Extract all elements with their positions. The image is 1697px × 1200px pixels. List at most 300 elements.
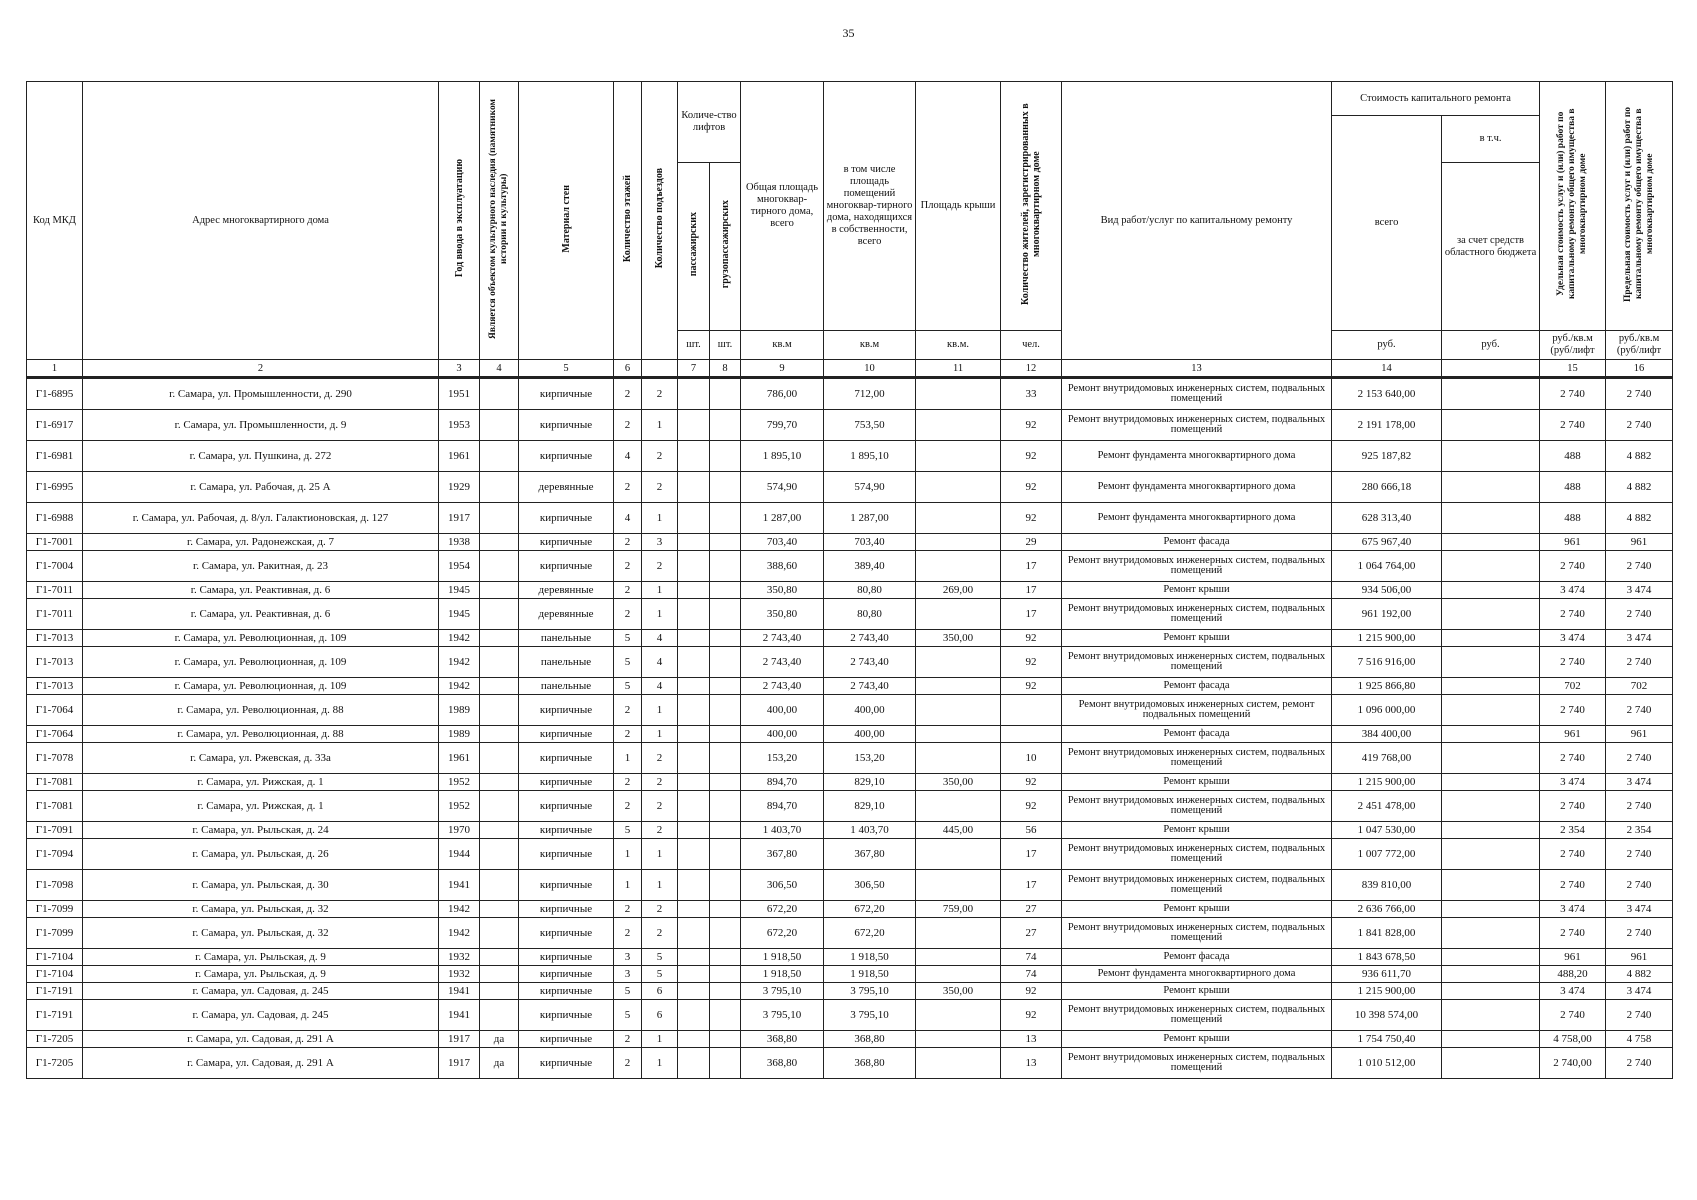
total-area-cell: 574,90 — [741, 472, 824, 503]
unit-rub-sqm: руб./кв.м (руб/лифт — [1540, 331, 1606, 360]
code-cell: Г1-7091 — [27, 822, 83, 839]
total-area-cell: 1 895,10 — [741, 441, 824, 472]
code-cell: Г1-7104 — [27, 966, 83, 983]
column-number: 8 — [710, 360, 741, 378]
column-number: 14 — [1332, 360, 1442, 378]
lifts-cargo-cell — [710, 1048, 741, 1079]
entrances-cell: 2 — [642, 774, 678, 791]
work-type-cell: Ремонт крыши — [1062, 774, 1332, 791]
cost-regional-cell — [1442, 503, 1540, 534]
owned-area-cell: 2 743,40 — [824, 630, 916, 647]
code-cell: Г1-6895 — [27, 378, 83, 410]
header-total-area: Общая площадь многоквар-тирного дома, всего — [741, 82, 824, 331]
column-number: 9 — [741, 360, 824, 378]
code-cell: Г1-7081 — [27, 791, 83, 822]
year-cell: 1941 — [439, 870, 480, 901]
column-number: 7 — [678, 360, 710, 378]
address-cell: г. Самара, ул. Революционная, д. 88 — [83, 695, 439, 726]
unit-cost-cell: 3 474 — [1540, 901, 1606, 918]
owned-area-cell: 829,10 — [824, 774, 916, 791]
entrances-cell: 6 — [642, 1000, 678, 1031]
column-number: 2 — [83, 360, 439, 378]
residents-cell: 56 — [1001, 822, 1062, 839]
roof-area-cell: 445,00 — [916, 822, 1001, 839]
unit-cost-cell: 702 — [1540, 678, 1606, 695]
wall-material-cell: деревянные — [519, 582, 614, 599]
year-cell: 1932 — [439, 966, 480, 983]
wall-material-cell: кирпичные — [519, 870, 614, 901]
table-row — [27, 1031, 1673, 1048]
heritage-cell — [480, 966, 519, 983]
residents-cell: 13 — [1001, 1048, 1062, 1079]
owned-area-cell: 3 795,10 — [824, 983, 916, 1000]
cost-total-cell: 2 153 640,00 — [1332, 378, 1442, 410]
code-cell: Г1-7099 — [27, 918, 83, 949]
entrances-cell: 5 — [642, 966, 678, 983]
wall-material-cell: деревянные — [519, 599, 614, 630]
lifts-cargo-cell — [710, 599, 741, 630]
roof-area-cell — [916, 678, 1001, 695]
address-cell: г. Самара, ул. Рыльская, д. 32 — [83, 918, 439, 949]
code-cell: Г1-7064 — [27, 695, 83, 726]
year-cell: 1952 — [439, 774, 480, 791]
cost-regional-cell — [1442, 472, 1540, 503]
lifts-cargo-cell — [710, 918, 741, 949]
lifts-cargo-cell — [710, 534, 741, 551]
unit-cost-cell: 2 740 — [1540, 1000, 1606, 1031]
cost-regional-cell — [1442, 1048, 1540, 1079]
year-cell: 1932 — [439, 949, 480, 966]
owned-area-cell: 80,80 — [824, 582, 916, 599]
column-number: 1 — [27, 360, 83, 378]
lifts-pass-cell — [678, 599, 710, 630]
residents-cell: 17 — [1001, 551, 1062, 582]
residents-cell: 92 — [1001, 472, 1062, 503]
floors-cell: 2 — [614, 410, 642, 441]
cost-total-cell: 2 451 478,00 — [1332, 791, 1442, 822]
code-cell: Г1-7001 — [27, 534, 83, 551]
owned-area-cell: 1 918,50 — [824, 966, 916, 983]
total-area-cell: 1 918,50 — [741, 949, 824, 966]
wall-material-cell: кирпичные — [519, 918, 614, 949]
lifts-pass-cell — [678, 534, 710, 551]
max-cost-cell: 2 740 — [1606, 695, 1673, 726]
address-cell: г. Самара, ул. Пушкина, д. 272 — [83, 441, 439, 472]
table-body — [27, 378, 1673, 1079]
max-cost-cell: 2 740 — [1606, 1048, 1673, 1079]
unit-sqm: кв.м — [741, 331, 824, 360]
header-lifts-pass: пассажирских — [678, 163, 710, 331]
lifts-pass-cell — [678, 743, 710, 774]
address-cell: г. Самара, ул. Реактивная, д. 6 — [83, 582, 439, 599]
wall-material-cell: кирпичные — [519, 726, 614, 743]
max-cost-cell: 2 740 — [1606, 551, 1673, 582]
cost-regional-cell — [1442, 791, 1540, 822]
lifts-pass-cell — [678, 839, 710, 870]
floors-cell: 2 — [614, 695, 642, 726]
entrances-cell: 1 — [642, 410, 678, 441]
lifts-pass-cell — [678, 678, 710, 695]
unit-cost-cell: 3 474 — [1540, 774, 1606, 791]
table-row — [27, 599, 1673, 630]
lifts-pass-cell — [678, 647, 710, 678]
lifts-pass-cell — [678, 791, 710, 822]
cost-regional-cell — [1442, 647, 1540, 678]
header-lifts-cargo: грузопассажирских — [710, 163, 741, 331]
wall-material-cell: кирпичные — [519, 966, 614, 983]
unit-cost-cell: 961 — [1540, 726, 1606, 743]
lifts-pass-cell — [678, 582, 710, 599]
unit-cost-cell: 488 — [1540, 503, 1606, 534]
roof-area-cell — [916, 949, 1001, 966]
table-row — [27, 1000, 1673, 1031]
cost-total-cell: 280 666,18 — [1332, 472, 1442, 503]
cost-regional-cell — [1442, 1000, 1540, 1031]
address-cell: г. Самара, ул. Рыльская, д. 32 — [83, 901, 439, 918]
owned-area-cell: 1 403,70 — [824, 822, 916, 839]
wall-material-cell: панельные — [519, 647, 614, 678]
max-cost-cell: 4 758 — [1606, 1031, 1673, 1048]
lifts-cargo-cell — [710, 822, 741, 839]
header-work-type: Вид работ/услуг по капитальному ремонту — [1062, 82, 1332, 360]
unit-cost-cell: 2 740 — [1540, 410, 1606, 441]
residents-cell: 27 — [1001, 901, 1062, 918]
code-cell: Г1-7205 — [27, 1048, 83, 1079]
heritage-cell — [480, 839, 519, 870]
lifts-cargo-cell — [710, 966, 741, 983]
work-type-cell: Ремонт внутридомовых инженерных систем, подвальных помещений — [1062, 1048, 1332, 1079]
header-code: Код МКД — [27, 82, 83, 360]
lifts-cargo-cell — [710, 1000, 741, 1031]
code-cell: Г1-7013 — [27, 647, 83, 678]
owned-area-cell: 712,00 — [824, 378, 916, 410]
floors-cell: 2 — [614, 582, 642, 599]
max-cost-cell: 2 740 — [1606, 647, 1673, 678]
header-roof-area: Площадь крыши — [916, 82, 1001, 331]
table-row — [27, 441, 1673, 472]
cost-total-cell: 1 215 900,00 — [1332, 630, 1442, 647]
year-cell: 1917 — [439, 503, 480, 534]
unit-cost-cell: 488 — [1540, 472, 1606, 503]
total-area-cell: 3 795,10 — [741, 1000, 824, 1031]
roof-area-cell — [916, 966, 1001, 983]
code-cell: Г1-6995 — [27, 472, 83, 503]
cost-total-cell: 839 810,00 — [1332, 870, 1442, 901]
column-number: 10 — [824, 360, 916, 378]
lifts-cargo-cell — [710, 901, 741, 918]
total-area-cell: 703,40 — [741, 534, 824, 551]
lifts-cargo-cell — [710, 410, 741, 441]
work-type-cell: Ремонт крыши — [1062, 582, 1332, 599]
max-cost-cell: 3 474 — [1606, 582, 1673, 599]
entrances-cell: 2 — [642, 791, 678, 822]
lifts-pass-cell — [678, 726, 710, 743]
owned-area-cell: 368,80 — [824, 1031, 916, 1048]
floors-cell: 4 — [614, 441, 642, 472]
table-row — [27, 966, 1673, 983]
code-cell: Г1-7011 — [27, 582, 83, 599]
unit-cost-cell: 488,20 — [1540, 966, 1606, 983]
table-row — [27, 678, 1673, 695]
wall-material-cell: кирпичные — [519, 1000, 614, 1031]
cost-regional-cell — [1442, 839, 1540, 870]
code-cell: Г1-7104 — [27, 949, 83, 966]
entrances-cell: 2 — [642, 378, 678, 410]
work-type-cell: Ремонт внутридомовых инженерных систем, подвальных помещений — [1062, 918, 1332, 949]
floors-cell: 5 — [614, 678, 642, 695]
work-type-cell: Ремонт внутридомовых инженерных систем, подвальных помещений — [1062, 839, 1332, 870]
floors-cell: 2 — [614, 726, 642, 743]
header-unit-cost: Удельная стоимость услуг и (или) работ по капитальному ремонту общего имущества в многоквартирном доме — [1540, 82, 1606, 331]
entrances-cell: 5 — [642, 949, 678, 966]
lifts-pass-cell — [678, 1031, 710, 1048]
heritage-cell — [480, 949, 519, 966]
work-type-cell: Ремонт внутридомовых инженерных систем, подвальных помещений — [1062, 378, 1332, 410]
table-row — [27, 630, 1673, 647]
total-area-cell: 368,80 — [741, 1048, 824, 1079]
unit-rub: руб. — [1442, 331, 1540, 360]
residents-cell: 92 — [1001, 774, 1062, 791]
roof-area-cell — [916, 503, 1001, 534]
column-number: 3 — [439, 360, 480, 378]
lifts-pass-cell — [678, 870, 710, 901]
lifts-cargo-cell — [710, 647, 741, 678]
residents-cell: 92 — [1001, 410, 1062, 441]
work-type-cell: Ремонт фундамента многоквартирного дома — [1062, 966, 1332, 983]
unit-cost-cell: 3 474 — [1540, 630, 1606, 647]
residents-cell: 92 — [1001, 983, 1062, 1000]
column-number: 11 — [916, 360, 1001, 378]
floors-cell: 2 — [614, 901, 642, 918]
wall-material-cell: кирпичные — [519, 1031, 614, 1048]
heritage-cell — [480, 472, 519, 503]
floors-cell: 2 — [614, 472, 642, 503]
year-cell: 1989 — [439, 695, 480, 726]
address-cell: г. Самара, ул. Радонежская, д. 7 — [83, 534, 439, 551]
wall-material-cell: кирпичные — [519, 1048, 614, 1079]
roof-area-cell — [916, 743, 1001, 774]
total-area-cell: 672,20 — [741, 901, 824, 918]
floors-cell: 2 — [614, 378, 642, 410]
cost-regional-cell — [1442, 822, 1540, 839]
address-cell: г. Самара, ул. Рабочая, д. 8/ул. Галактионовская, д. 127 — [83, 503, 439, 534]
lifts-cargo-cell — [710, 983, 741, 1000]
residents-cell: 92 — [1001, 678, 1062, 695]
residents-cell: 92 — [1001, 630, 1062, 647]
unit-cost-cell: 2 740 — [1540, 551, 1606, 582]
table-row — [27, 839, 1673, 870]
address-cell: г. Самара, ул. Рыльская, д. 26 — [83, 839, 439, 870]
year-cell: 1989 — [439, 726, 480, 743]
floors-cell: 2 — [614, 1031, 642, 1048]
work-type-cell: Ремонт фасада — [1062, 949, 1332, 966]
heritage-cell — [480, 901, 519, 918]
residents-cell: 17 — [1001, 599, 1062, 630]
code-cell: Г1-7013 — [27, 678, 83, 695]
residents-cell: 74 — [1001, 949, 1062, 966]
header-cost-regional: за счет средств областного бюджета — [1442, 163, 1540, 331]
entrances-cell: 1 — [642, 1031, 678, 1048]
code-cell: Г1-7004 — [27, 551, 83, 582]
total-area-cell: 350,80 — [741, 582, 824, 599]
max-cost-cell: 3 474 — [1606, 774, 1673, 791]
lifts-pass-cell — [678, 378, 710, 410]
year-cell: 1917 — [439, 1048, 480, 1079]
owned-area-cell: 703,40 — [824, 534, 916, 551]
unit-cost-cell: 2 740 — [1540, 378, 1606, 410]
floors-cell: 3 — [614, 966, 642, 983]
lifts-cargo-cell — [710, 791, 741, 822]
cost-total-cell: 1 064 764,00 — [1332, 551, 1442, 582]
heritage-cell: да — [480, 1048, 519, 1079]
roof-area-cell — [916, 791, 1001, 822]
entrances-cell: 1 — [642, 1048, 678, 1079]
work-type-cell: Ремонт внутридомовых инженерных систем, подвальных помещений — [1062, 791, 1332, 822]
address-cell: г. Самара, ул. Революционная, д. 88 — [83, 726, 439, 743]
header-owned-area: в том числе площадь помещений многоквар-тирного дома, находящихся в собственности, всего — [824, 82, 916, 331]
table-row — [27, 503, 1673, 534]
max-cost-cell: 3 474 — [1606, 901, 1673, 918]
address-cell: г. Самара, ул. Промышленности, д. 9 — [83, 410, 439, 441]
code-cell: Г1-7064 — [27, 726, 83, 743]
cost-regional-cell — [1442, 678, 1540, 695]
lifts-cargo-cell — [710, 582, 741, 599]
address-cell: г. Самара, ул. Рыльская, д. 9 — [83, 966, 439, 983]
unit-cost-cell: 2 740 — [1540, 791, 1606, 822]
table-header — [27, 82, 1673, 378]
cost-regional-cell — [1442, 918, 1540, 949]
owned-area-cell: 368,80 — [824, 1048, 916, 1079]
entrances-cell: 1 — [642, 582, 678, 599]
roof-area-cell — [916, 378, 1001, 410]
cost-total-cell: 419 768,00 — [1332, 743, 1442, 774]
lifts-cargo-cell — [710, 839, 741, 870]
cost-total-cell: 7 516 916,00 — [1332, 647, 1442, 678]
year-cell: 1942 — [439, 901, 480, 918]
address-cell: г. Самара, ул. Революционная, д. 109 — [83, 630, 439, 647]
cost-regional-cell — [1442, 949, 1540, 966]
wall-material-cell: деревянные — [519, 472, 614, 503]
lifts-pass-cell — [678, 822, 710, 839]
entrances-cell: 2 — [642, 743, 678, 774]
cost-total-cell: 1 754 750,40 — [1332, 1031, 1442, 1048]
year-cell: 1945 — [439, 599, 480, 630]
lifts-pass-cell — [678, 441, 710, 472]
wall-material-cell: кирпичные — [519, 441, 614, 472]
unit-cost-cell: 2 740 — [1540, 647, 1606, 678]
wall-material-cell: кирпичные — [519, 774, 614, 791]
lifts-pass-cell — [678, 630, 710, 647]
floors-cell: 2 — [614, 551, 642, 582]
cost-regional-cell — [1442, 441, 1540, 472]
entrances-cell: 2 — [642, 551, 678, 582]
heritage-cell — [480, 534, 519, 551]
max-cost-cell: 4 882 — [1606, 966, 1673, 983]
work-type-cell: Ремонт фундамента многоквартирного дома — [1062, 472, 1332, 503]
owned-area-cell: 153,20 — [824, 743, 916, 774]
roof-area-cell: 759,00 — [916, 901, 1001, 918]
header-heritage: Является объектом культурного наследия (памятником истории и культуры) — [480, 82, 519, 360]
floors-cell: 5 — [614, 630, 642, 647]
work-type-cell: Ремонт крыши — [1062, 1031, 1332, 1048]
code-cell: Г1-6981 — [27, 441, 83, 472]
lifts-pass-cell — [678, 774, 710, 791]
heritage-cell — [480, 1000, 519, 1031]
unit-cost-cell: 2 740 — [1540, 870, 1606, 901]
cost-total-cell: 1 215 900,00 — [1332, 983, 1442, 1000]
address-cell: г. Самара, ул. Рижская, д. 1 — [83, 774, 439, 791]
residents-cell: 92 — [1001, 441, 1062, 472]
entrances-cell: 4 — [642, 678, 678, 695]
table-row — [27, 534, 1673, 551]
owned-area-cell: 753,50 — [824, 410, 916, 441]
work-type-cell: Ремонт внутридомовых инженерных систем, подвальных помещений — [1062, 410, 1332, 441]
cost-regional-cell — [1442, 966, 1540, 983]
cost-total-cell: 10 398 574,00 — [1332, 1000, 1442, 1031]
lifts-cargo-cell — [710, 743, 741, 774]
heritage-cell — [480, 551, 519, 582]
cost-regional-cell — [1442, 630, 1540, 647]
table-row — [27, 949, 1673, 966]
cost-regional-cell — [1442, 726, 1540, 743]
roof-area-cell — [916, 870, 1001, 901]
unit-cost-cell: 2 740 — [1540, 743, 1606, 774]
cost-regional-cell — [1442, 743, 1540, 774]
wall-material-cell: панельные — [519, 630, 614, 647]
work-type-cell: Ремонт внутридомовых инженерных систем, подвальных помещений — [1062, 743, 1332, 774]
heritage-cell — [480, 822, 519, 839]
entrances-cell: 4 — [642, 647, 678, 678]
cost-total-cell: 1 215 900,00 — [1332, 774, 1442, 791]
residents-cell: 17 — [1001, 870, 1062, 901]
roof-area-cell — [916, 1048, 1001, 1079]
max-cost-cell: 961 — [1606, 534, 1673, 551]
address-cell: г. Самара, ул. Революционная, д. 109 — [83, 678, 439, 695]
header-max-cost: Предельная стоимость услуг и (или) работ по капитальному ремонту общего имущества в многоквартирном доме — [1606, 82, 1673, 331]
residents-cell: 92 — [1001, 503, 1062, 534]
wall-material-cell: кирпичные — [519, 839, 614, 870]
cost-total-cell: 1 925 866,80 — [1332, 678, 1442, 695]
cost-total-cell: 1 007 772,00 — [1332, 839, 1442, 870]
work-type-cell: Ремонт фундамента многоквартирного дома — [1062, 503, 1332, 534]
floors-cell: 1 — [614, 839, 642, 870]
entrances-cell: 4 — [642, 630, 678, 647]
wall-material-cell: кирпичные — [519, 410, 614, 441]
column-number: 13 — [1062, 360, 1332, 378]
cost-total-cell: 1 010 512,00 — [1332, 1048, 1442, 1079]
heritage-cell — [480, 791, 519, 822]
max-cost-cell: 2 740 — [1606, 1000, 1673, 1031]
unit-cost-cell: 961 — [1540, 949, 1606, 966]
wall-material-cell: кирпичные — [519, 791, 614, 822]
cost-total-cell: 934 506,00 — [1332, 582, 1442, 599]
wall-material-cell: кирпичные — [519, 901, 614, 918]
lifts-pass-cell — [678, 1048, 710, 1079]
entrances-cell: 1 — [642, 599, 678, 630]
max-cost-cell: 702 — [1606, 678, 1673, 695]
cost-regional-cell — [1442, 410, 1540, 441]
total-area-cell: 400,00 — [741, 695, 824, 726]
cost-total-cell: 1 841 828,00 — [1332, 918, 1442, 949]
total-area-cell: 306,50 — [741, 870, 824, 901]
address-cell: г. Самара, ул. Промышленности, д. 290 — [83, 378, 439, 410]
address-cell: г. Самара, ул. Реактивная, д. 6 — [83, 599, 439, 630]
roof-area-cell — [916, 599, 1001, 630]
roof-area-cell: 350,00 — [916, 630, 1001, 647]
owned-area-cell: 1 895,10 — [824, 441, 916, 472]
column-number — [642, 360, 678, 378]
max-cost-cell: 2 740 — [1606, 870, 1673, 901]
